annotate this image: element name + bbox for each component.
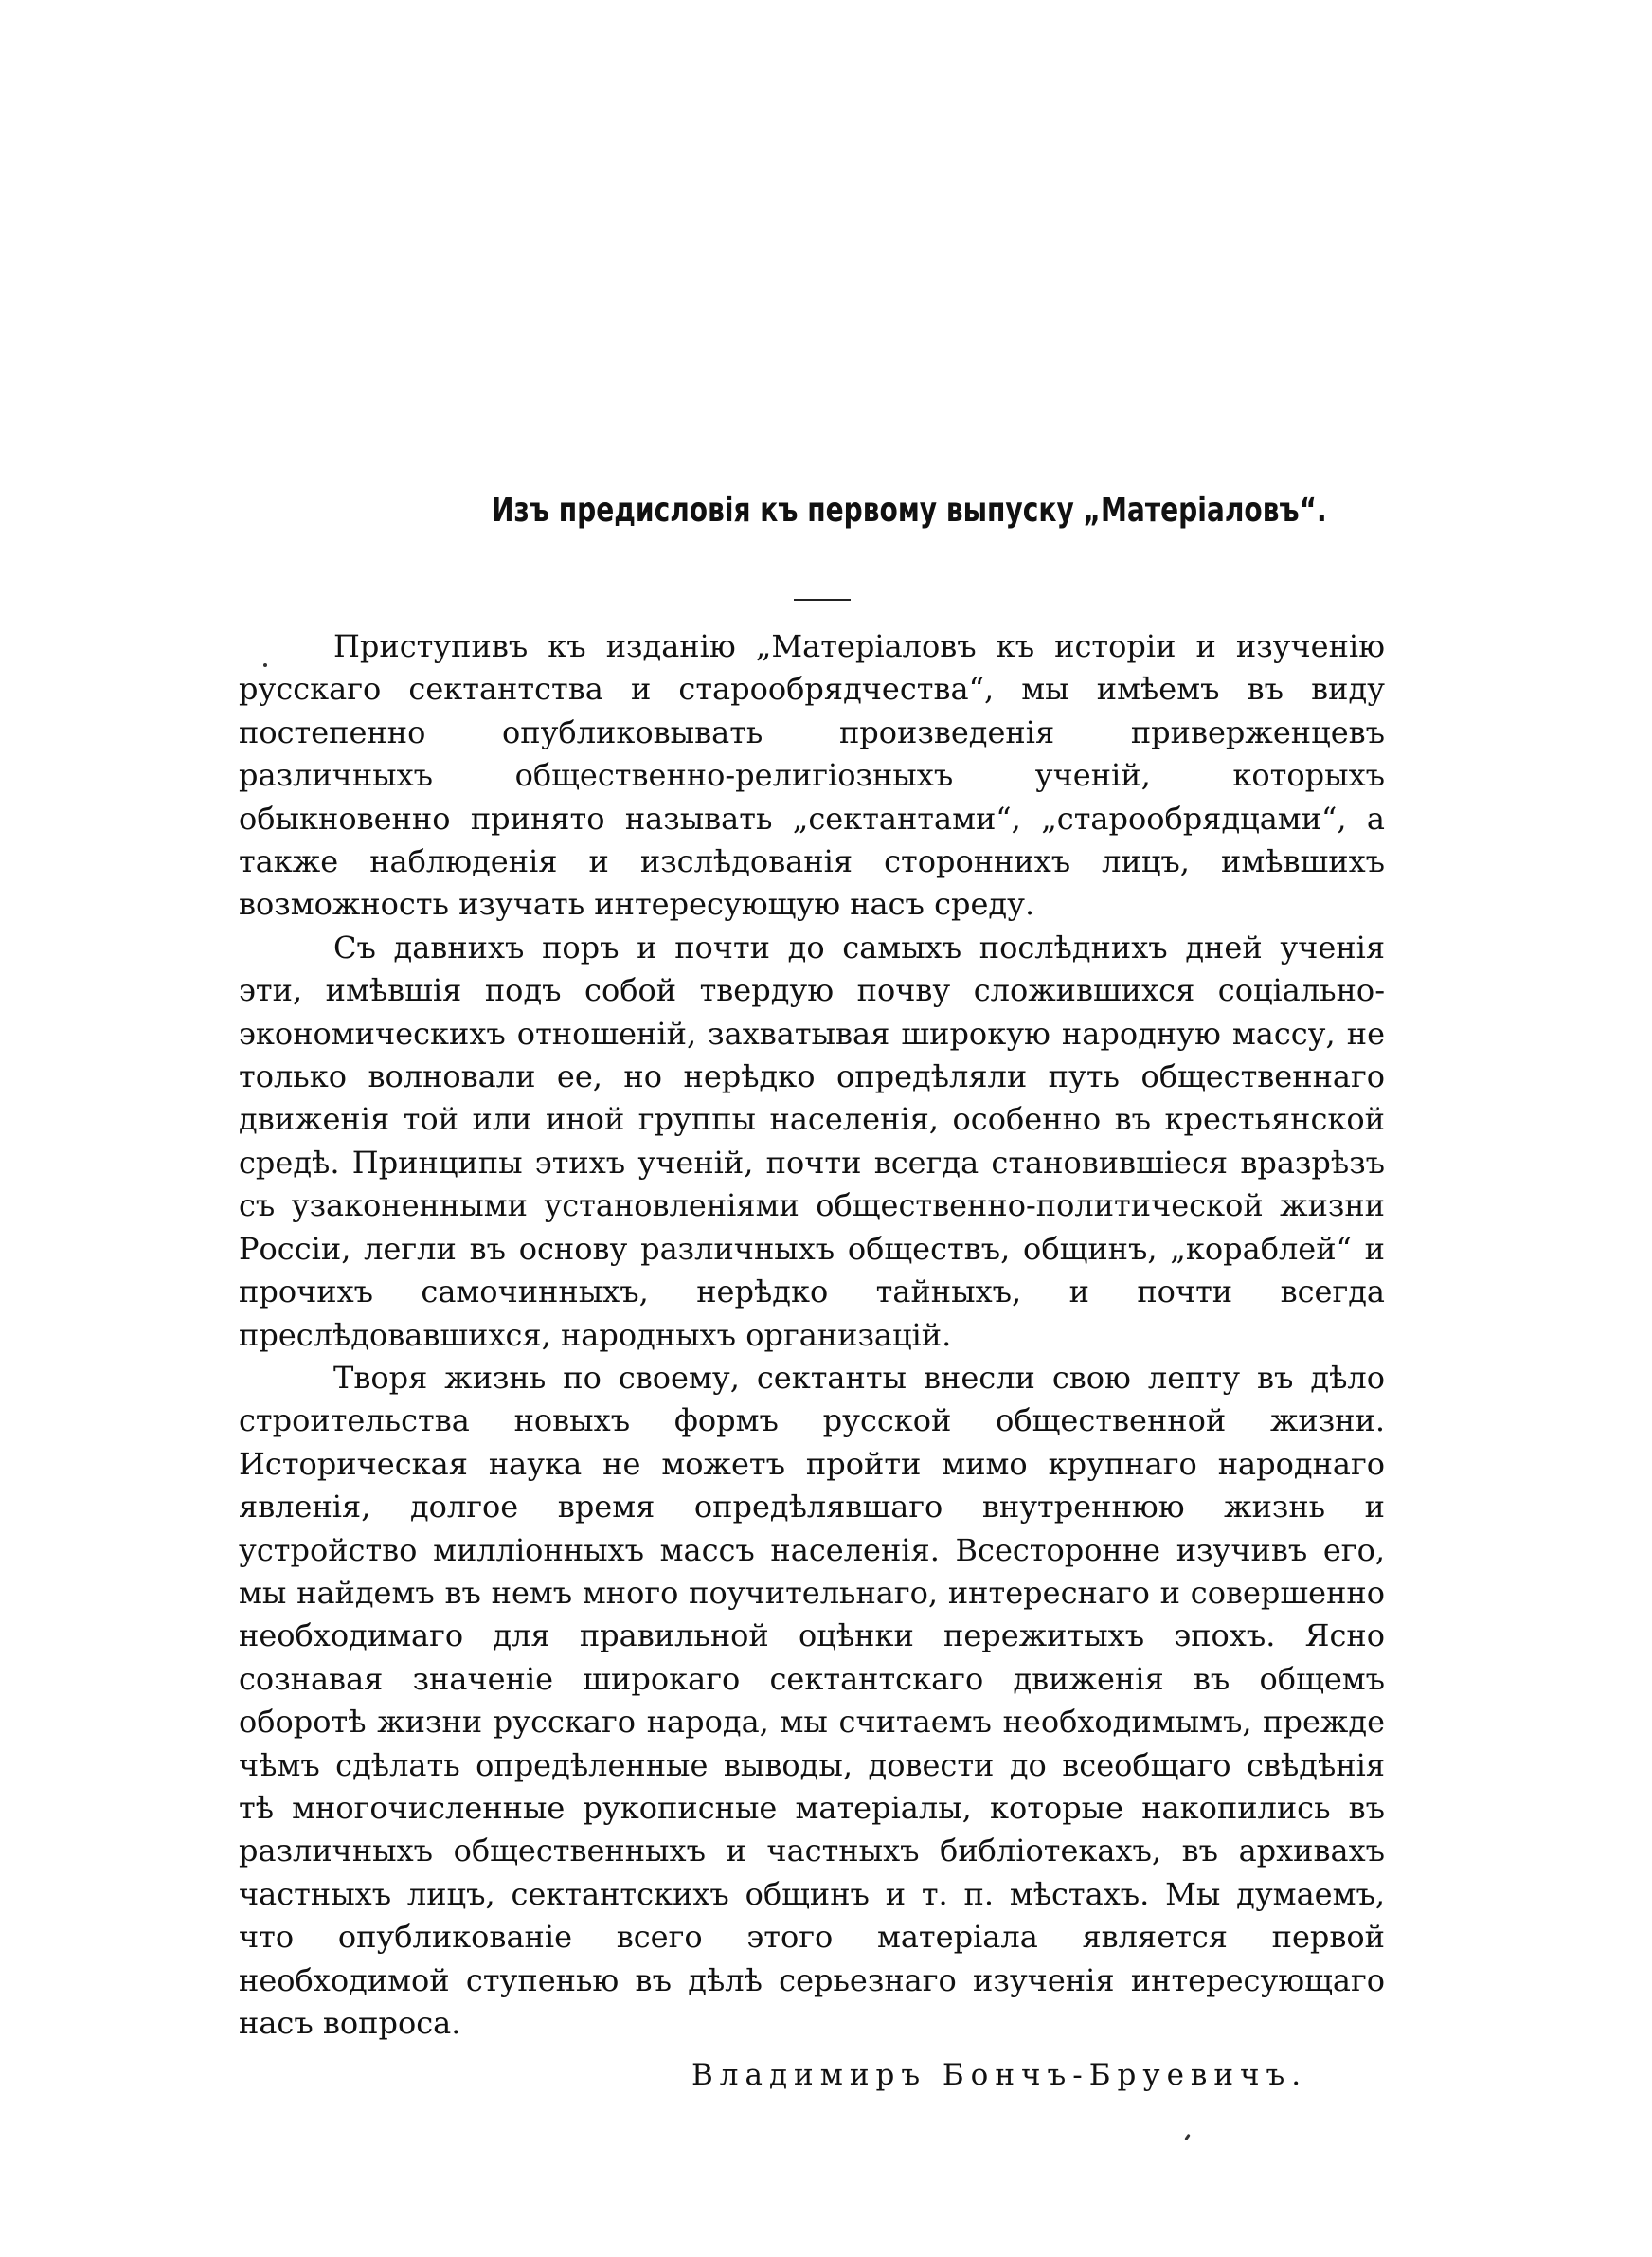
print-speck: [263, 663, 267, 667]
paragraph-2: Съ давнихъ поръ и почти до самыхъ послѣднихъ дней ученія эти, имѣвшія подъ собой твердую почву сложившихся соціально-экономическихъ отношеній, захватывая широкую народную массу, не только волновали ее, но нерѣдко опредѣляли путь общественнаго движенія той или иной группы населенія, особенно въ крестьянской средѣ. Принципы этихъ ученій, почти всегда становившіеся вразрѣзъ съ узаконенными установленіями общественно-политической жизни Россіи, легли въ основу различныхъ обществъ, общинъ, „кораблей“ и прочихъ самочинныхъ, нерѣдко тайныхъ, и почти всегда преслѣдовавшихся, народныхъ организацій.: [239, 929, 1385, 1353]
paragraph-3: Творя жизнь по своему, сектанты внесли свою лепту въ дѣло строительства новыхъ формъ русской общественной жизни. Историческая наука не можетъ пройти мимо крупнаго народнаго явленія, долгое время опредѣлявшаго внутреннюю жизнь и устройство милліонныхъ массъ населенія. Всесторонне изучивъ его, мы найдемъ въ немъ много поучительнаго, интереснаго и совершенно необходимаго для правильной оцѣнки пережитыхъ эпохъ. Ясно сознавая значеніе широкаго сектантскаго движенія въ общемъ оборотѣ жизни русскаго народа, мы считаемъ необходимымъ, прежде чѣмъ сдѣлать опредѣленные выводы, довести до всеобщаго свѣдѣнія тѣ многочисленные рукописные матеріалы, которые накопились въ различныхъ общественныхъ и частныхъ библіотекахъ, въ архивахъ частныхъ лицъ, сектантскихъ общинъ и т. п. мѣстахъ. Мы думаемъ, что опубликованіе всего этого матеріала является первой необходимой ступенью въ дѣлѣ серьезнаго изученія интересующаго насъ вопроса.: [239, 1359, 1385, 2041]
author-signature: Владимиръ Бончъ-Бруевичъ.: [691, 2058, 1308, 2092]
print-speck: [1184, 2134, 1190, 2140]
body-text: [239, 625, 1385, 2045]
title-divider: [794, 599, 851, 601]
paragraph-1: Приступивъ къ изданію „Матеріаловъ къ исторіи и изученію русскаго сектантства и старообрядчества“, мы имѣемъ въ виду постепенно опубликовывать произведенія приверженцевъ различныхъ общественно-религіозныхъ ученій, которыхъ обыкновенно принято называть „сектантами“, „старообрядцами“, а также наблюденія и изслѣдованія стороннихъ лицъ, имѣвшихъ возможность изучать интересующую насъ среду.: [239, 628, 1385, 923]
section-title: Изъ предисловія къ первому выпуску „Матеріаловъ“.: [492, 491, 1327, 530]
